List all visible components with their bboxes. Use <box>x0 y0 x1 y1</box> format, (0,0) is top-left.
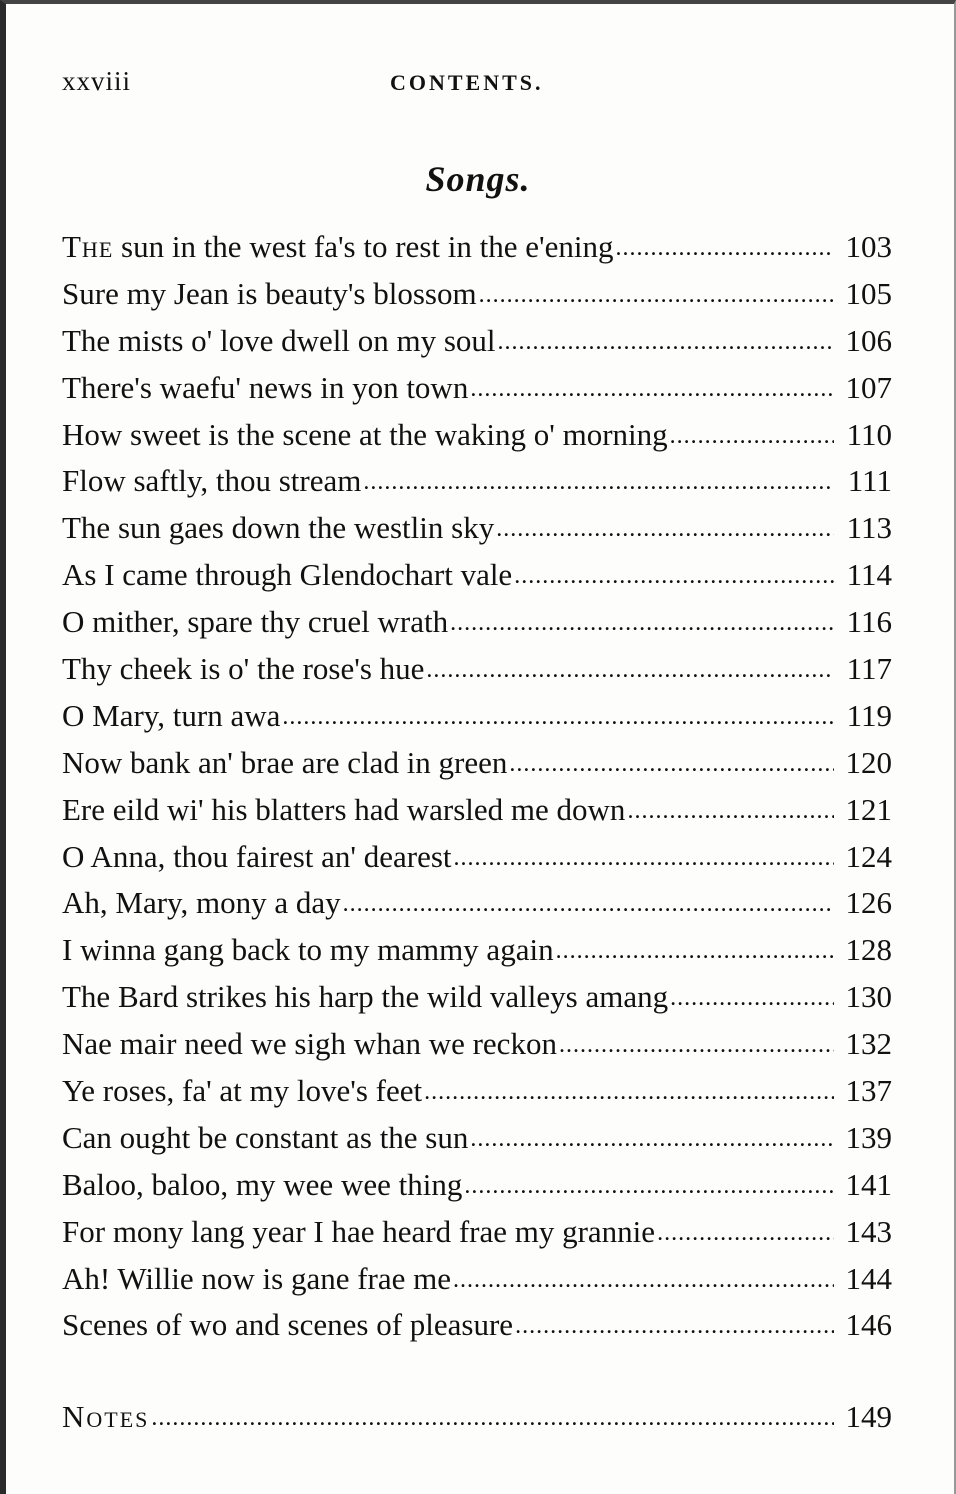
song-page-number: 141 <box>845 1166 892 1202</box>
notes-label: Notes <box>62 1399 150 1434</box>
song-title-text: O mither, spare thy cruel wrath <box>62 604 449 640</box>
song-page-number: 137 <box>845 1073 892 1109</box>
dot-leader <box>470 363 834 413</box>
song-page-number: 121 <box>845 791 892 827</box>
song-title-text: Baloo, baloo, my wee wee thing <box>62 1166 463 1202</box>
notes-page-number: 149 <box>845 1399 892 1434</box>
song-title <box>62 318 496 365</box>
dot-leader <box>670 410 834 460</box>
song-title <box>62 740 507 787</box>
song-title <box>62 599 448 646</box>
song-page-number: 132 <box>845 1026 892 1062</box>
dot-leader <box>470 1113 834 1163</box>
song-title <box>62 271 477 318</box>
toc-row <box>62 787 892 834</box>
toc-row <box>62 927 892 974</box>
toc-row <box>62 1256 892 1303</box>
toc-row <box>62 1068 892 1115</box>
dot-leader <box>363 456 834 506</box>
song-title-text: How sweet is the scene at the waking o' morning <box>62 416 668 452</box>
song-title-text: O Anna, thou fairest an' dearest <box>62 838 452 874</box>
dot-leader <box>424 1066 834 1116</box>
song-title-text: Nae mair need we sigh whan we reckon <box>62 1026 557 1062</box>
dot-leader <box>559 1019 834 1069</box>
dot-leader <box>670 972 834 1022</box>
toc-row <box>62 458 892 505</box>
song-page-number: 139 <box>845 1119 892 1155</box>
dot-leader <box>479 269 834 319</box>
song-title <box>62 365 468 412</box>
toc-row <box>62 412 892 459</box>
dot-leader <box>426 644 834 694</box>
song-title-text: For mony lang year I hae heard frae my grannie <box>62 1213 656 1249</box>
toc-row <box>62 646 892 693</box>
song-title-text: Scenes of wo and scenes of pleasure <box>62 1307 514 1343</box>
dot-leader <box>615 222 834 272</box>
song-title-text: Thy cheek is o' the rose's hue <box>62 651 425 687</box>
toc-row <box>62 1115 892 1162</box>
song-page-number: 117 <box>846 651 892 687</box>
song-title <box>62 834 452 881</box>
song-title-text: The mists o' love dwell on my soul <box>62 322 496 358</box>
song-title <box>62 552 512 599</box>
song-title-text: Flow saftly, thou stream <box>62 463 362 499</box>
toc-row <box>62 552 892 599</box>
song-page-number: 116 <box>846 604 892 640</box>
song-title-text: The sun gaes down the westlin sky <box>62 510 495 546</box>
song-title <box>62 787 625 834</box>
section-heading: Songs. <box>425 159 531 199</box>
song-page-number: 106 <box>845 322 892 358</box>
song-title <box>62 458 361 505</box>
dot-leader <box>515 1300 834 1350</box>
dot-leader <box>509 738 834 788</box>
song-title <box>62 412 668 459</box>
song-title <box>62 1115 468 1162</box>
song-page-number: 128 <box>845 932 892 968</box>
song-page-number: 114 <box>846 557 892 593</box>
dot-leader <box>496 503 834 553</box>
toc-row <box>62 1394 892 1441</box>
song-title-text: As I came through Glendochart vale <box>62 557 513 593</box>
dot-leader <box>498 316 834 366</box>
dot-leader <box>450 597 834 647</box>
song-title <box>62 1209 655 1256</box>
song-page-number: 107 <box>845 369 892 405</box>
song-page-number: 130 <box>845 979 892 1015</box>
dot-leader <box>627 785 834 835</box>
song-title <box>62 1162 462 1209</box>
song-page-number: 111 <box>847 463 892 499</box>
song-title-text: Now bank an' brae are clad in green <box>62 744 508 780</box>
song-title <box>62 880 341 927</box>
toc-row <box>62 271 892 318</box>
song-title-text: Sure my Jean is beauty's blossom <box>62 275 477 311</box>
song-title <box>62 224 613 271</box>
song-title-text: Ah! Willie now is gane frae me <box>62 1260 451 1296</box>
running-head <box>62 66 892 106</box>
dot-leader <box>464 1160 834 1210</box>
toc-row <box>62 1021 892 1068</box>
song-page-number: 113 <box>846 510 892 546</box>
toc-row <box>62 224 892 271</box>
dot-leader <box>556 925 834 975</box>
song-title-text: Can ought be constant as the sun <box>62 1119 469 1155</box>
song-title <box>62 1021 557 1068</box>
toc-row <box>62 599 892 646</box>
song-title <box>62 505 494 552</box>
song-page-number: 103 <box>845 229 892 264</box>
song-title-text: There's waefu' news in yon town <box>62 369 469 405</box>
notes-entry <box>62 1394 892 1441</box>
dot-leader <box>454 832 834 882</box>
toc-row <box>62 1162 892 1209</box>
song-page-number: 143 <box>845 1213 892 1249</box>
dot-leader <box>514 550 834 600</box>
song-page-number: 126 <box>845 885 892 921</box>
song-title <box>62 927 554 974</box>
song-title <box>62 1068 422 1115</box>
song-page-number: 105 <box>845 275 892 311</box>
toc-row <box>62 834 892 881</box>
song-page-number: 110 <box>846 416 892 452</box>
song-title <box>62 646 424 693</box>
song-page-number: 144 <box>845 1260 892 1296</box>
page-number: xxviii <box>62 66 132 96</box>
toc-row <box>62 974 892 1021</box>
song-title <box>62 1302 513 1349</box>
songs-list <box>62 224 892 1349</box>
dot-leader <box>282 691 834 741</box>
toc-row <box>62 1302 892 1349</box>
running-title: CONTENTS. <box>390 70 544 95</box>
song-title-text: The Bard strikes his harp the wild valleys amang <box>62 979 669 1015</box>
dot-leader <box>151 1392 834 1442</box>
song-title <box>62 974 668 1021</box>
song-title <box>62 693 280 740</box>
song-page-number: 146 <box>845 1307 892 1343</box>
song-page-number: 124 <box>845 838 892 874</box>
toc-row <box>62 880 892 927</box>
song-title-first-word: The <box>62 229 114 264</box>
dot-leader <box>453 1254 834 1304</box>
toc-row <box>62 505 892 552</box>
song-title-text: sun in the west fa's to rest in the e'ening <box>113 229 614 264</box>
song-title-text: I winna gang back to my mammy again <box>62 932 554 968</box>
song-title-text: O Mary, turn awa <box>62 697 281 733</box>
song-page-number: 120 <box>845 744 892 780</box>
toc-row <box>62 693 892 740</box>
toc-row <box>62 1209 892 1256</box>
toc-row <box>62 365 892 412</box>
song-page-number: 119 <box>846 697 892 733</box>
song-title-text: Ye roses, fa' at my love's feet <box>62 1073 423 1109</box>
toc-row <box>62 318 892 365</box>
song-title-text: Ere eild wi' his blatters had warsled me down <box>62 791 626 827</box>
toc-row <box>62 740 892 787</box>
song-title-text: Ah, Mary, mony a day <box>62 885 341 921</box>
song-title <box>62 1256 451 1303</box>
dot-leader <box>657 1207 834 1257</box>
dot-leader <box>343 878 834 928</box>
